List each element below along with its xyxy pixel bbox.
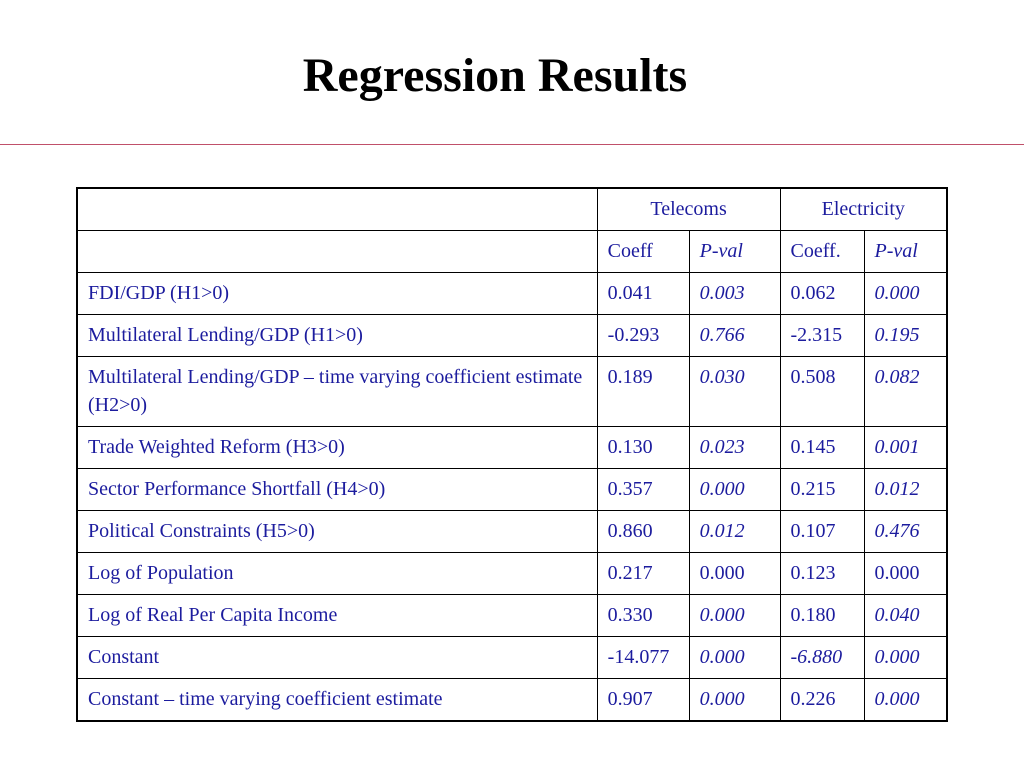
row-label: Constant – time varying coefficient estimate xyxy=(77,679,597,722)
row-label: Trade Weighted Reform (H3>0) xyxy=(77,427,597,469)
cell-electricity-pval: 0.040 xyxy=(864,595,947,637)
table-row xyxy=(77,553,947,595)
row-label: Constant xyxy=(77,637,597,679)
group-header-row xyxy=(77,188,947,231)
subheader-telecoms-coeff: Coeff xyxy=(597,231,689,273)
cell-electricity-pval: 0.001 xyxy=(864,427,947,469)
group-header-electricity: Electricity xyxy=(780,188,947,231)
cell-telecoms-coeff: 0.041 xyxy=(597,273,689,315)
cell-electricity-coeff: 0.062 xyxy=(780,273,864,315)
cell-electricity-coeff: 0.508 xyxy=(780,357,864,427)
row-label: Log of Real Per Capita Income xyxy=(77,595,597,637)
cell-telecoms-coeff: 0.130 xyxy=(597,427,689,469)
regression-results-table xyxy=(76,187,948,722)
subheader-blank-cell xyxy=(77,231,597,273)
cell-telecoms-pval: 0.003 xyxy=(689,273,780,315)
table-row xyxy=(77,315,947,357)
cell-electricity-pval: 0.012 xyxy=(864,469,947,511)
cell-telecoms-coeff: 0.357 xyxy=(597,469,689,511)
cell-electricity-coeff: 0.226 xyxy=(780,679,864,722)
cell-telecoms-coeff: 0.189 xyxy=(597,357,689,427)
table-row xyxy=(77,511,947,553)
table-row xyxy=(77,595,947,637)
table-row xyxy=(77,273,947,315)
cell-electricity-pval: 0.000 xyxy=(864,553,947,595)
row-label: FDI/GDP (H1>0) xyxy=(77,273,597,315)
cell-telecoms-pval: 0.000 xyxy=(689,679,780,722)
cell-telecoms-pval: 0.000 xyxy=(689,553,780,595)
cell-telecoms-coeff: 0.907 xyxy=(597,679,689,722)
cell-electricity-pval: 0.476 xyxy=(864,511,947,553)
subheader-electricity-coeff: Coeff. xyxy=(780,231,864,273)
cell-electricity-coeff: -6.880 xyxy=(780,637,864,679)
cell-telecoms-coeff: 0.217 xyxy=(597,553,689,595)
cell-telecoms-coeff: 0.330 xyxy=(597,595,689,637)
cell-telecoms-pval: 0.023 xyxy=(689,427,780,469)
table-row xyxy=(77,357,947,427)
slide-title: Regression Results xyxy=(302,49,688,102)
table-row xyxy=(77,427,947,469)
cell-electricity-pval: 0.082 xyxy=(864,357,947,427)
cell-telecoms-pval: 0.000 xyxy=(689,469,780,511)
cell-telecoms-coeff: 0.860 xyxy=(597,511,689,553)
subheader-telecoms-pval: P-val xyxy=(689,231,780,273)
table-row xyxy=(77,637,947,679)
table-row xyxy=(77,679,947,722)
row-label: Log of Population xyxy=(77,553,597,595)
group-header-telecoms: Telecoms xyxy=(597,188,780,231)
cell-telecoms-coeff: -0.293 xyxy=(597,315,689,357)
table-row xyxy=(77,469,947,511)
cell-telecoms-coeff: -14.077 xyxy=(597,637,689,679)
cell-telecoms-pval: 0.000 xyxy=(689,637,780,679)
cell-electricity-pval: 0.195 xyxy=(864,315,947,357)
row-label: Political Constraints (H5>0) xyxy=(77,511,597,553)
cell-telecoms-pval: 0.012 xyxy=(689,511,780,553)
cell-electricity-coeff: 0.215 xyxy=(780,469,864,511)
title-divider xyxy=(0,144,1024,145)
cell-telecoms-pval: 0.766 xyxy=(689,315,780,357)
cell-electricity-coeff: 0.107 xyxy=(780,511,864,553)
row-label: Multilateral Lending/GDP – time varying coefficient estimate (H2>0) xyxy=(77,357,597,427)
row-label: Sector Performance Shortfall (H4>0) xyxy=(77,469,597,511)
cell-electricity-coeff: 0.180 xyxy=(780,595,864,637)
cell-electricity-coeff: -2.315 xyxy=(780,315,864,357)
cell-electricity-pval: 0.000 xyxy=(864,679,947,722)
subheader-row xyxy=(77,231,947,273)
cell-telecoms-pval: 0.000 xyxy=(689,595,780,637)
subheader-electricity-pval: P-val xyxy=(864,231,947,273)
table-body xyxy=(77,188,947,721)
cell-electricity-pval: 0.000 xyxy=(864,273,947,315)
corner-cell xyxy=(77,188,597,231)
cell-electricity-coeff: 0.145 xyxy=(780,427,864,469)
cell-telecoms-pval: 0.030 xyxy=(689,357,780,427)
cell-electricity-coeff: 0.123 xyxy=(780,553,864,595)
row-label: Multilateral Lending/GDP (H1>0) xyxy=(77,315,597,357)
cell-electricity-pval: 0.000 xyxy=(864,637,947,679)
